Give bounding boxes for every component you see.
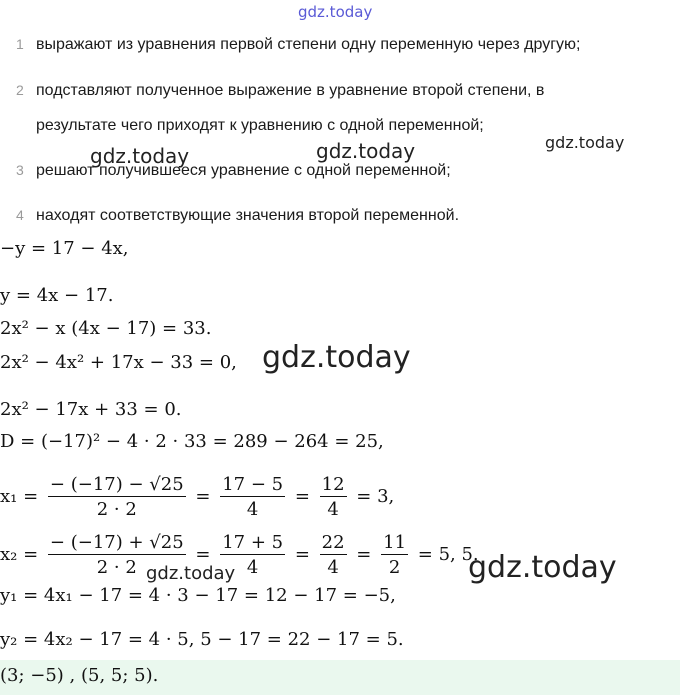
step-text: решают получившееся уравнение с одной переменной; (36, 162, 451, 179)
fraction (320, 474, 347, 520)
formula-lhs: x₁ = (0, 486, 39, 507)
answer-box (0, 660, 680, 695)
step-text: результате чего приходят к уравнению с одной переменной; (36, 117, 484, 134)
math-line: 2x² − 4x² + 17x − 33 = 0, (0, 352, 237, 373)
denominator: 4 (327, 499, 339, 520)
watermark: gdz.today (262, 340, 411, 375)
numerator: 22 (321, 532, 345, 553)
math-line: y₂ = 4x₂ − 17 = 4 · 5, 5 − 17 = 22 − 17 = 5. (0, 629, 404, 650)
step-text: находят соответствующие значения второй переменной. (36, 207, 460, 224)
watermark: gdz.today (298, 3, 373, 21)
denominator: 4 (246, 499, 259, 520)
watermark: gdz.today (90, 144, 190, 168)
step-text: подставляют полученное выражение в уравнение второй степени, в (36, 82, 545, 99)
equals-sign: = (356, 544, 372, 565)
math-line: y = 4x − 17. (0, 285, 114, 306)
numerator: 17 + 5 (222, 532, 284, 553)
denominator: 4 (327, 557, 339, 578)
watermark: gdz.today (146, 563, 236, 584)
watermark: gdz.today (316, 139, 416, 163)
equals-sign: = (195, 486, 211, 507)
equals-sign: = (294, 486, 310, 507)
denominator: 2 · 2 (96, 499, 137, 520)
numerator: 12 (321, 474, 345, 495)
x2-formula (0, 532, 479, 578)
fraction (48, 474, 186, 520)
formula-lhs: x₂ = (0, 544, 39, 565)
step-number: 3 (16, 162, 24, 178)
formula-tail: = 3, (356, 486, 395, 507)
denominator: 2 (388, 557, 401, 578)
math-line: D = (−17)² − 4 · 2 · 33 = 289 − 264 = 25, (0, 431, 384, 452)
step-number: 4 (16, 207, 24, 223)
answer-text: (3; −5) , (5, 5; 5). (0, 665, 159, 686)
equals-sign: = (294, 544, 310, 565)
math-line: y₁ = 4x₁ − 17 = 4 · 3 − 17 = 12 − 17 = −5, (0, 585, 396, 606)
step-number: 1 (16, 36, 24, 52)
watermark: gdz.today (468, 550, 617, 585)
denominator: 4 (246, 557, 259, 578)
numerator: 17 − 5 (222, 474, 284, 495)
numerator: − (−17) − √25 (49, 474, 184, 495)
watermark: gdz.today (545, 133, 625, 152)
step-number: 2 (16, 82, 24, 98)
numerator: − (−17) + √25 (49, 532, 184, 553)
step-text: выражают из уравнения первой степени одну переменную через другую; (36, 36, 581, 53)
formula-tail: = 5, 5. (417, 544, 479, 565)
denominator: 2 · 2 (96, 557, 137, 578)
fraction (220, 474, 285, 520)
math-line: 2x² − 17x + 33 = 0. (0, 399, 182, 420)
x1-formula (0, 474, 394, 520)
math-line: −y = 17 − 4x, (0, 238, 129, 259)
equals-sign: = (195, 544, 211, 565)
math-line: 2x² − x (4x − 17) = 33. (0, 318, 212, 339)
fraction (320, 532, 347, 578)
fraction (381, 532, 408, 578)
numerator: 11 (383, 532, 407, 553)
